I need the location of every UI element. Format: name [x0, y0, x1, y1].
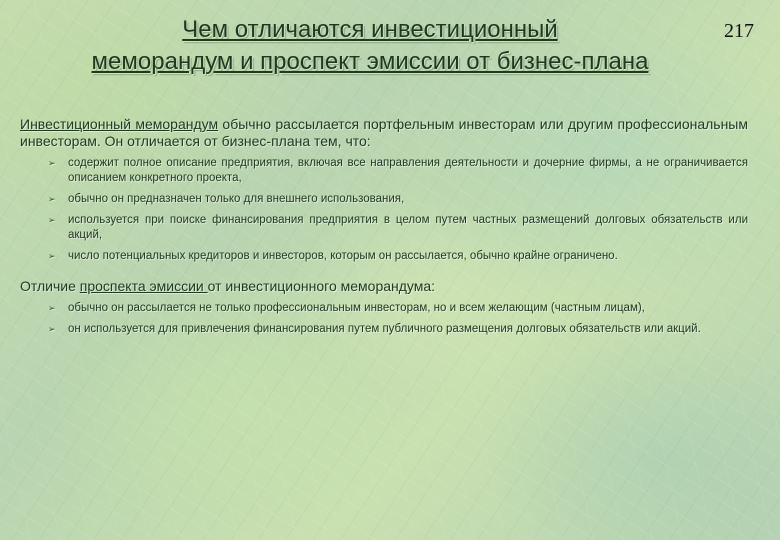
title-line-2: меморандум и проспект эмиссии от бизнес-плана [91, 48, 649, 75]
prospectus-heading [20, 278, 748, 295]
list-item: ➢ число потенциальных кредиторов и инвесторов, которым он рассылается, обычно крайне ограничено. [48, 250, 618, 262]
arrow-bullet-icon: ➢ [48, 251, 56, 261]
arrow-bullet-icon: ➢ [48, 194, 56, 204]
prospectus-suffix: от инвестиционного меморандума: [207, 278, 436, 294]
list-item: ➢ обычно он предназначен только для внешнего использования, [48, 193, 405, 205]
memorandum-points-list [20, 156, 748, 264]
arrow-bullet-icon: ➢ [48, 215, 56, 225]
title-line-1: Чем отличаются инвестиционный [182, 16, 558, 43]
list-item: ➢ содержит полное описание предприятия, включая все направления деятельности и дочерние фирмы, а не ограничивается описанием конкретного проекта, [48, 157, 748, 184]
arrow-bullet-icon: ➢ [48, 324, 56, 334]
memorandum-term: Инвестиционный меморандум [20, 116, 219, 132]
page-number: 217 [724, 20, 754, 42]
slide-title [20, 14, 720, 78]
list-item: ➢ он используется для привлечения финансирования путем публичного размещения долговых обязательств или акций. [48, 323, 701, 335]
slide-body [20, 116, 748, 345]
intro-paragraph [20, 116, 748, 150]
prospectus-prefix: Отличие [20, 278, 80, 294]
prospectus-points-list [20, 301, 748, 337]
intro-text: обычно рассылается портфельным инвесторам или другим профессиональным инвесторам. Он отличается от бизнес-плана тем, что: [20, 116, 748, 149]
prospectus-term: проспекта эмиссии [79, 278, 208, 294]
arrow-bullet-icon: ➢ [48, 158, 56, 168]
list-item: ➢ используется при поиске финансирования предприятия в целом путем частных размещений долговых обязательств или акций, [48, 214, 748, 241]
arrow-bullet-icon: ➢ [48, 303, 56, 313]
list-item: ➢ обычно он рассылается не только профессиональным инвесторам, но и всем желающим (частным лицам), [48, 302, 645, 314]
